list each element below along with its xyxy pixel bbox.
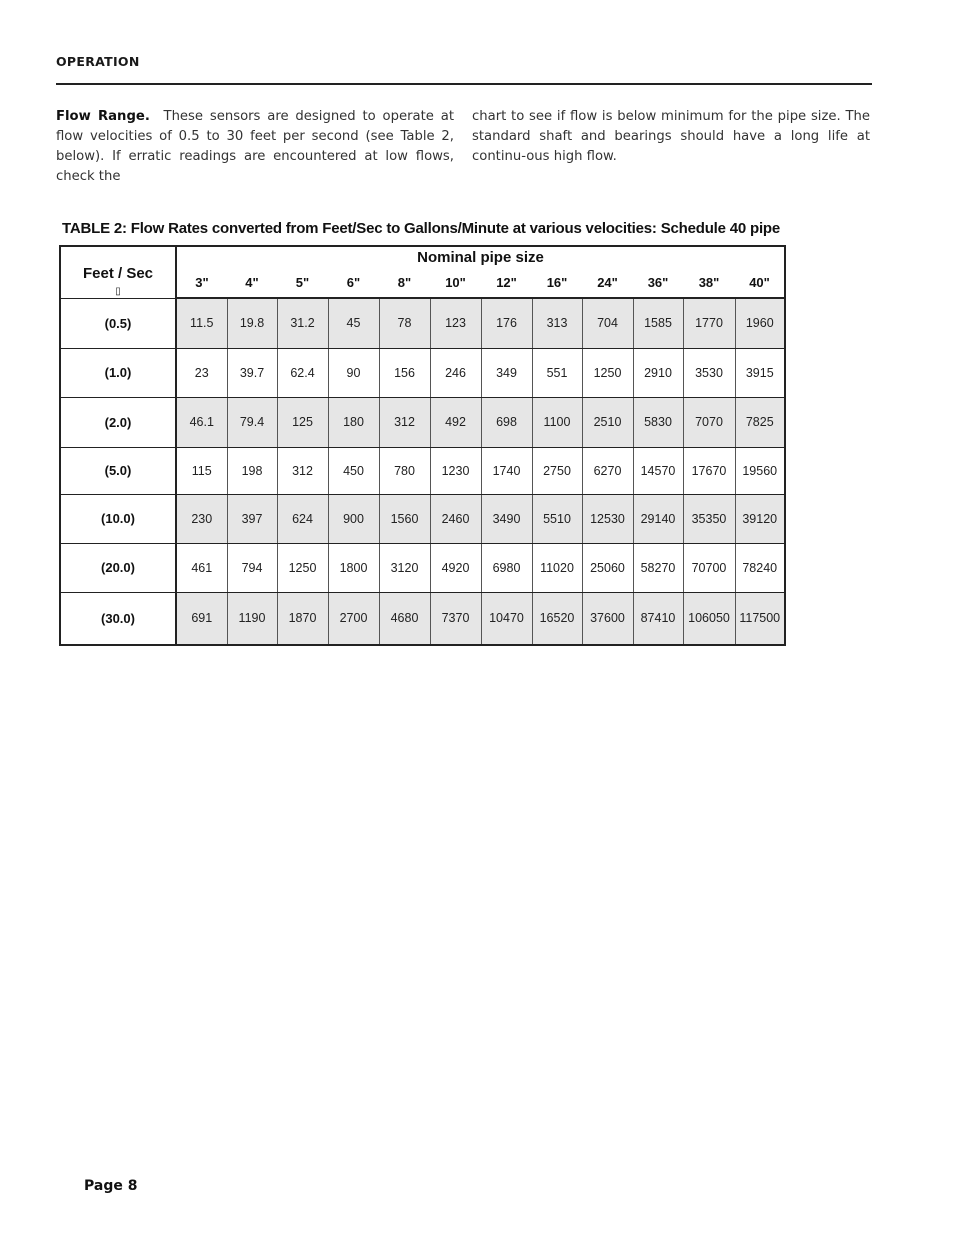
flow-rate-cell: 794 xyxy=(227,543,277,592)
flow-rate-cell: 87410 xyxy=(633,592,683,645)
flow-rate-cell: 10470 xyxy=(481,592,532,645)
flow-rate-cell: 79.4 xyxy=(227,397,277,447)
flow-rate-cell: 3915 xyxy=(735,348,785,397)
pipe-size-header: 36" xyxy=(633,267,683,298)
flow-rate-cell: 78240 xyxy=(735,543,785,592)
flow-rate-cell: 115 xyxy=(176,447,227,494)
flow-rate-cell: 551 xyxy=(532,348,582,397)
flow-rate-cell: 11.5 xyxy=(176,298,227,348)
flow-rate-cell: 70700 xyxy=(683,543,735,592)
flow-rate-cell: 6980 xyxy=(481,543,532,592)
flow-rate-cell: 176 xyxy=(481,298,532,348)
header-rule xyxy=(56,83,872,85)
flow-rate-cell: 624 xyxy=(277,494,328,543)
velocity-row-header: (10.0) xyxy=(60,494,176,543)
flow-rate-cell: 2510 xyxy=(582,397,633,447)
pipe-size-header: 6" xyxy=(328,267,379,298)
flow-rate-cell: 7825 xyxy=(735,397,785,447)
flow-rate-cell: 1800 xyxy=(328,543,379,592)
table-row xyxy=(60,447,785,494)
pipe-size-header: 40" xyxy=(735,267,785,298)
pipe-size-header: 8" xyxy=(379,267,430,298)
flow-rate-cell: 106050 xyxy=(683,592,735,645)
velocity-header-label: Feet / Sec xyxy=(82,265,154,282)
flow-rate-cell: 2910 xyxy=(633,348,683,397)
pipe-size-header: 16" xyxy=(532,267,582,298)
flow-rate-cell: 1230 xyxy=(430,447,481,494)
flow-rate-cell: 698 xyxy=(481,397,532,447)
flow-rate-cell: 312 xyxy=(277,447,328,494)
flow-rate-cell: 11020 xyxy=(532,543,582,592)
pipe-size-header: 24" xyxy=(582,267,633,298)
nominal-pipe-size-header: Nominal pipe size xyxy=(176,246,785,267)
paragraph-left-text: These sensors are designed to operate at flow velocities of 0.5 to 30 feet per second (see Table 2, below). If erratic readings are encountered at low flows, check the xyxy=(56,109,454,184)
pipe-size-header: 3" xyxy=(176,267,227,298)
flow-rate-cell: 230 xyxy=(176,494,227,543)
flow-rate-cell: 2460 xyxy=(430,494,481,543)
flow-rate-cell: 12530 xyxy=(582,494,633,543)
flow-rate-cell: 461 xyxy=(176,543,227,592)
velocity-row-header: (1.0) xyxy=(60,348,176,397)
flow-rate-cell: 704 xyxy=(582,298,633,348)
flow-rate-cell: 37600 xyxy=(582,592,633,645)
flow-rate-cell: 23 xyxy=(176,348,227,397)
flow-rate-cell: 1100 xyxy=(532,397,582,447)
velocity-row-header: (0.5) xyxy=(60,298,176,348)
missing-glyph-icon: ▯ xyxy=(115,286,121,297)
flow-rate-cell: 156 xyxy=(379,348,430,397)
velocity-row-header: (20.0) xyxy=(60,543,176,592)
flow-rate-cell: 117500 xyxy=(735,592,785,645)
table-row xyxy=(60,543,785,592)
flow-rate-cell: 2750 xyxy=(532,447,582,494)
flow-rate-cell: 62.4 xyxy=(277,348,328,397)
flow-rate-cell: 349 xyxy=(481,348,532,397)
velocity-row-header: (5.0) xyxy=(60,447,176,494)
flow-rate-cell: 1250 xyxy=(582,348,633,397)
flow-rate-cell: 691 xyxy=(176,592,227,645)
paragraph-right-text: chart to see if flow is below minimum for the pipe size. The standard shaft and bearings should have a long life at continu-ous high flow. xyxy=(472,109,870,164)
flow-rate-cell: 7070 xyxy=(683,397,735,447)
flow-rate-cell: 3120 xyxy=(379,543,430,592)
flow-rate-cell: 4920 xyxy=(430,543,481,592)
flow-rate-cell: 125 xyxy=(277,397,328,447)
flow-rate-cell: 6270 xyxy=(582,447,633,494)
flow-rate-cell: 7370 xyxy=(430,592,481,645)
pipe-size-header: 10" xyxy=(430,267,481,298)
page-number: Page 8 xyxy=(84,1178,138,1194)
flow-rate-cell: 180 xyxy=(328,397,379,447)
flow-rate-cell: 3490 xyxy=(481,494,532,543)
pipe-size-header: 38" xyxy=(683,267,735,298)
paragraph-right xyxy=(472,107,870,167)
flow-rate-cell: 16520 xyxy=(532,592,582,645)
velocity-row-header: (2.0) xyxy=(60,397,176,447)
table-body xyxy=(60,298,785,645)
table-row xyxy=(60,348,785,397)
flow-rate-cell: 397 xyxy=(227,494,277,543)
table-caption: TABLE 2: Flow Rates converted from Feet/Sec to Gallons/Minute at various velocities: Schedule 40 pipe xyxy=(62,220,781,237)
flow-rate-cell: 14570 xyxy=(633,447,683,494)
pipe-size-header: 5" xyxy=(277,267,328,298)
flow-rate-cell: 45 xyxy=(328,298,379,348)
flow-rate-cell: 780 xyxy=(379,447,430,494)
table-row xyxy=(60,397,785,447)
flow-rate-cell: 19.8 xyxy=(227,298,277,348)
flow-rate-cell: 17670 xyxy=(683,447,735,494)
flow-rate-cell: 31.2 xyxy=(277,298,328,348)
paragraph-lead: Flow Range. xyxy=(56,109,150,124)
flow-rate-cell: 5510 xyxy=(532,494,582,543)
flow-rate-cell: 2700 xyxy=(328,592,379,645)
flow-rate-cell: 900 xyxy=(328,494,379,543)
paragraph-left xyxy=(56,107,454,187)
flow-rate-cell: 3530 xyxy=(683,348,735,397)
flow-rate-cell: 313 xyxy=(532,298,582,348)
flow-rate-cell: 198 xyxy=(227,447,277,494)
flow-rate-cell: 492 xyxy=(430,397,481,447)
section-heading: OPERATION xyxy=(56,54,140,69)
flow-rate-cell: 39.7 xyxy=(227,348,277,397)
flow-rate-cell: 1560 xyxy=(379,494,430,543)
table-row xyxy=(60,592,785,645)
flow-rate-cell: 1585 xyxy=(633,298,683,348)
flow-rate-cell: 1960 xyxy=(735,298,785,348)
flow-rate-cell: 78 xyxy=(379,298,430,348)
flow-rate-cell: 450 xyxy=(328,447,379,494)
flow-rate-cell: 19560 xyxy=(735,447,785,494)
flow-rate-cell: 90 xyxy=(328,348,379,397)
flow-rate-cell: 35350 xyxy=(683,494,735,543)
flow-rate-cell: 246 xyxy=(430,348,481,397)
flow-rate-cell: 39120 xyxy=(735,494,785,543)
flow-rate-cell: 58270 xyxy=(633,543,683,592)
flow-rate-cell: 25060 xyxy=(582,543,633,592)
flow-rate-cell: 29140 xyxy=(633,494,683,543)
flow-rate-cell: 1770 xyxy=(683,298,735,348)
pipe-size-header: 4" xyxy=(227,267,277,298)
flow-rate-cell: 1190 xyxy=(227,592,277,645)
flow-rate-cell: 4680 xyxy=(379,592,430,645)
flow-rate-cell: 1250 xyxy=(277,543,328,592)
flow-rate-cell: 123 xyxy=(430,298,481,348)
flow-rate-table xyxy=(59,245,786,646)
flow-rate-cell: 1870 xyxy=(277,592,328,645)
velocity-row-header: (30.0) xyxy=(60,592,176,645)
table-row xyxy=(60,298,785,348)
pipe-size-header: 12" xyxy=(481,267,532,298)
table-row xyxy=(60,494,785,543)
flow-rate-cell: 1740 xyxy=(481,447,532,494)
flow-rate-cell: 5830 xyxy=(633,397,683,447)
flow-rate-cell: 46.1 xyxy=(176,397,227,447)
velocity-column-header xyxy=(60,246,176,298)
flow-rate-cell: 312 xyxy=(379,397,430,447)
